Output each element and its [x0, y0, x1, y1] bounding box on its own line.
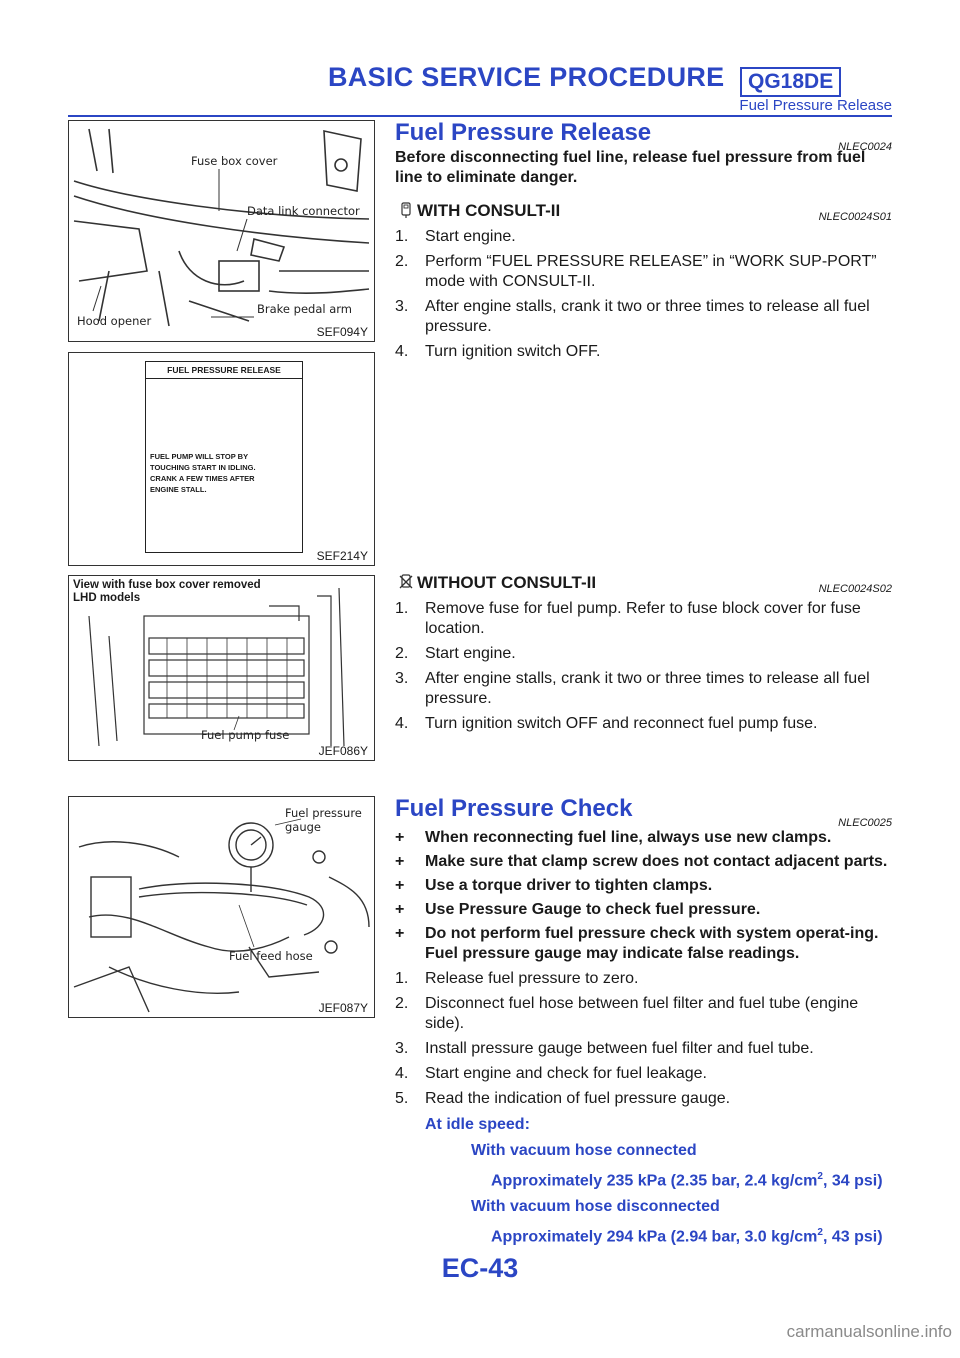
- caution-text: When reconnecting fuel line, always use new clamps.: [425, 829, 832, 846]
- release-title: Fuel Pressure Release: [395, 119, 652, 146]
- spec-connected-label: With vacuum hose connected: [471, 1142, 697, 1159]
- screen-title: FUEL PRESSURE RELEASE: [146, 362, 302, 379]
- list-item: [395, 644, 892, 664]
- figure-id-label: SEF214Y: [316, 549, 368, 563]
- list-item: [395, 342, 892, 362]
- spec-superscript: 2: [817, 1171, 823, 1182]
- step-number: 4.: [395, 1065, 409, 1082]
- step-number: 3.: [395, 670, 409, 687]
- figure-id-label: JEF086Y: [318, 744, 368, 758]
- callout-brake-pedal-arm: Brake pedal arm: [257, 302, 352, 316]
- list-item: [395, 900, 892, 920]
- with-consult-heading: [395, 200, 892, 222]
- caution-text: Use Pressure Gauge to check fuel pressure.: [425, 901, 761, 918]
- caption-line: View with fuse box cover removed: [73, 579, 261, 591]
- step-text: Release fuel pressure to zero.: [425, 970, 639, 987]
- callout-fuel-feed-hose: Fuel feed hose: [229, 949, 313, 963]
- spec-value-text: , 34 psi): [822, 1172, 883, 1190]
- step-text: Start engine and check for fuel leakage.: [425, 1065, 707, 1082]
- step-text: Turn ignition switch OFF and reconnect fuel pump fuse.: [425, 715, 818, 732]
- list-item: [395, 669, 892, 709]
- spec-idle-label: At idle speed:: [425, 1116, 530, 1133]
- step-number: 1.: [395, 970, 409, 987]
- figure-id-label: JEF087Y: [318, 1001, 368, 1015]
- screen-message: [146, 379, 302, 495]
- without-consult-section: [395, 572, 892, 734]
- step-number: 2.: [395, 253, 409, 270]
- step-text: Start engine.: [425, 645, 516, 662]
- figure-caption: [73, 579, 261, 605]
- bullet-glyph: +: [395, 925, 405, 942]
- list-item: [395, 828, 892, 848]
- page-number: EC-43: [441, 1253, 519, 1283]
- with-consult-steps: [395, 227, 892, 362]
- spec-disconnected-value: [395, 1223, 892, 1247]
- figure-sef214y: [68, 352, 375, 566]
- screen-line: ENGINE STALL.: [150, 485, 207, 494]
- list-item: [395, 1064, 892, 1084]
- list-item: [395, 599, 892, 639]
- step-number: 2.: [395, 645, 409, 662]
- release-section: [395, 118, 892, 362]
- with-consult-code: NLEC0024S01: [818, 211, 892, 223]
- list-item: [395, 876, 892, 896]
- callout-fuel-pump-fuse: Fuel pump fuse: [201, 728, 290, 742]
- step-text: After engine stalls, crank it two or three times to release all fuel pressure.: [425, 298, 870, 335]
- step-text: Read the indication of fuel pressure gauge.: [425, 1090, 731, 1107]
- step-text: Remove fuse for fuel pump. Refer to fuse block cover for fuse location.: [425, 600, 861, 637]
- step-number: 4.: [395, 343, 409, 360]
- screen-line: CRANK A FEW TIMES AFTER: [150, 474, 255, 483]
- release-warning: Before disconnecting fuel line, release fuel pressure from fuel line to eliminate danger.: [395, 149, 866, 186]
- without-consult-steps: [395, 599, 892, 734]
- list-item: [395, 924, 892, 964]
- step-number: 4.: [395, 715, 409, 732]
- list-item: [395, 1089, 892, 1109]
- list-item: [395, 252, 892, 292]
- callout-fuel-pressure: Fuel pressure: [285, 806, 362, 820]
- spec-value-text: , 43 psi): [822, 1228, 883, 1246]
- consult-tool-icon: [399, 202, 413, 218]
- callout-gauge: gauge: [285, 820, 322, 834]
- list-item: [395, 1039, 892, 1059]
- section-subtitle: Fuel Pressure Release: [739, 97, 892, 114]
- step-text: Start engine.: [425, 228, 516, 245]
- release-heading: [395, 118, 892, 153]
- check-section: [395, 794, 892, 1248]
- list-item: [395, 852, 892, 872]
- without-consult-title: WITHOUT CONSULT-II: [417, 573, 597, 592]
- figure-id-label: SEF094Y: [316, 325, 368, 339]
- spec-superscript: 2: [817, 1227, 823, 1239]
- callout-data-link-connector: Data link connector: [247, 204, 360, 218]
- bullet-glyph: +: [395, 853, 405, 870]
- consult-screen: [145, 361, 303, 553]
- without-consult-code: NLEC0024S02: [818, 583, 892, 595]
- step-number: 3.: [395, 1040, 409, 1057]
- check-heading: [395, 794, 892, 829]
- callout-hood-opener: Hood opener: [77, 314, 152, 328]
- screen-line: TOUCHING START IN IDLING.: [150, 463, 256, 472]
- caution-text: Make sure that clamp screw does not contact adjacent parts.: [425, 853, 888, 870]
- pressure-gauge-illustration: [69, 797, 374, 1017]
- spec-value-text: Approximately 235 kPa (2.35 bar, 2.4 kg/cm: [491, 1172, 818, 1190]
- step-number: 1.: [395, 228, 409, 245]
- release-code: NLEC0024: [838, 141, 892, 153]
- no-consult-icon: [399, 574, 413, 590]
- list-item: [395, 227, 892, 247]
- check-title: Fuel Pressure Check: [395, 795, 633, 822]
- list-item: [395, 297, 892, 337]
- spec-value-text: Approximately 294 kPa (2.94 bar, 3.0 kg/cm: [491, 1228, 818, 1246]
- bullet-glyph: +: [395, 877, 405, 894]
- page-title: BASIC SERVICE PROCEDURE: [328, 62, 725, 92]
- screen-line: FUEL PUMP WILL STOP BY: [150, 452, 249, 461]
- list-item: [395, 969, 892, 989]
- caution-text: Do not perform fuel pressure check with system operat-ing. Fuel pressure gauge may indicate false readings.: [425, 925, 879, 962]
- pressure-spec: [395, 1115, 892, 1248]
- step-number: 1.: [395, 600, 409, 617]
- callout-fuse-box-cover: Fuse box cover: [191, 154, 278, 168]
- caution-text: Use a torque driver to tighten clamps.: [425, 877, 713, 894]
- check-code: NLEC0025: [838, 817, 892, 829]
- header-rule: [68, 115, 892, 117]
- caption-line: LHD models: [73, 592, 141, 604]
- step-text: Turn ignition switch OFF.: [425, 343, 601, 360]
- dashboard-illustration: [69, 121, 374, 341]
- check-steps: [395, 969, 892, 1109]
- with-consult-title: WITH CONSULT-II: [417, 201, 561, 220]
- spec-disconnected-label: With vacuum hose disconnected: [471, 1198, 720, 1216]
- step-text: Perform “FUEL PRESSURE RELEASE” in “WORK SUP-PORT” mode with CONSULT-II.: [425, 253, 877, 290]
- engine-code-badge: QG18DE: [740, 67, 841, 97]
- step-text: After engine stalls, crank it two or three times to release all fuel pressure.: [425, 670, 870, 707]
- step-number: 5.: [395, 1090, 409, 1107]
- figure-sef094y: [68, 120, 375, 342]
- watermark: carmanualsonline.info: [786, 1322, 952, 1341]
- step-text: Install pressure gauge between fuel filter and fuel tube.: [425, 1040, 814, 1057]
- step-number: 3.: [395, 298, 409, 315]
- list-item: [395, 714, 892, 734]
- figure-jef087y: [68, 796, 375, 1018]
- step-number: 2.: [395, 995, 409, 1012]
- spec-connected-value: [395, 1167, 892, 1191]
- list-item: [395, 994, 892, 1034]
- without-consult-heading: [395, 572, 892, 594]
- bullet-glyph: +: [395, 829, 405, 846]
- figure-jef086y: [68, 575, 375, 761]
- check-cautions: [395, 828, 892, 964]
- bullet-glyph: +: [395, 901, 405, 918]
- step-text: Disconnect fuel hose between fuel filter and fuel tube (engine side).: [425, 995, 859, 1032]
